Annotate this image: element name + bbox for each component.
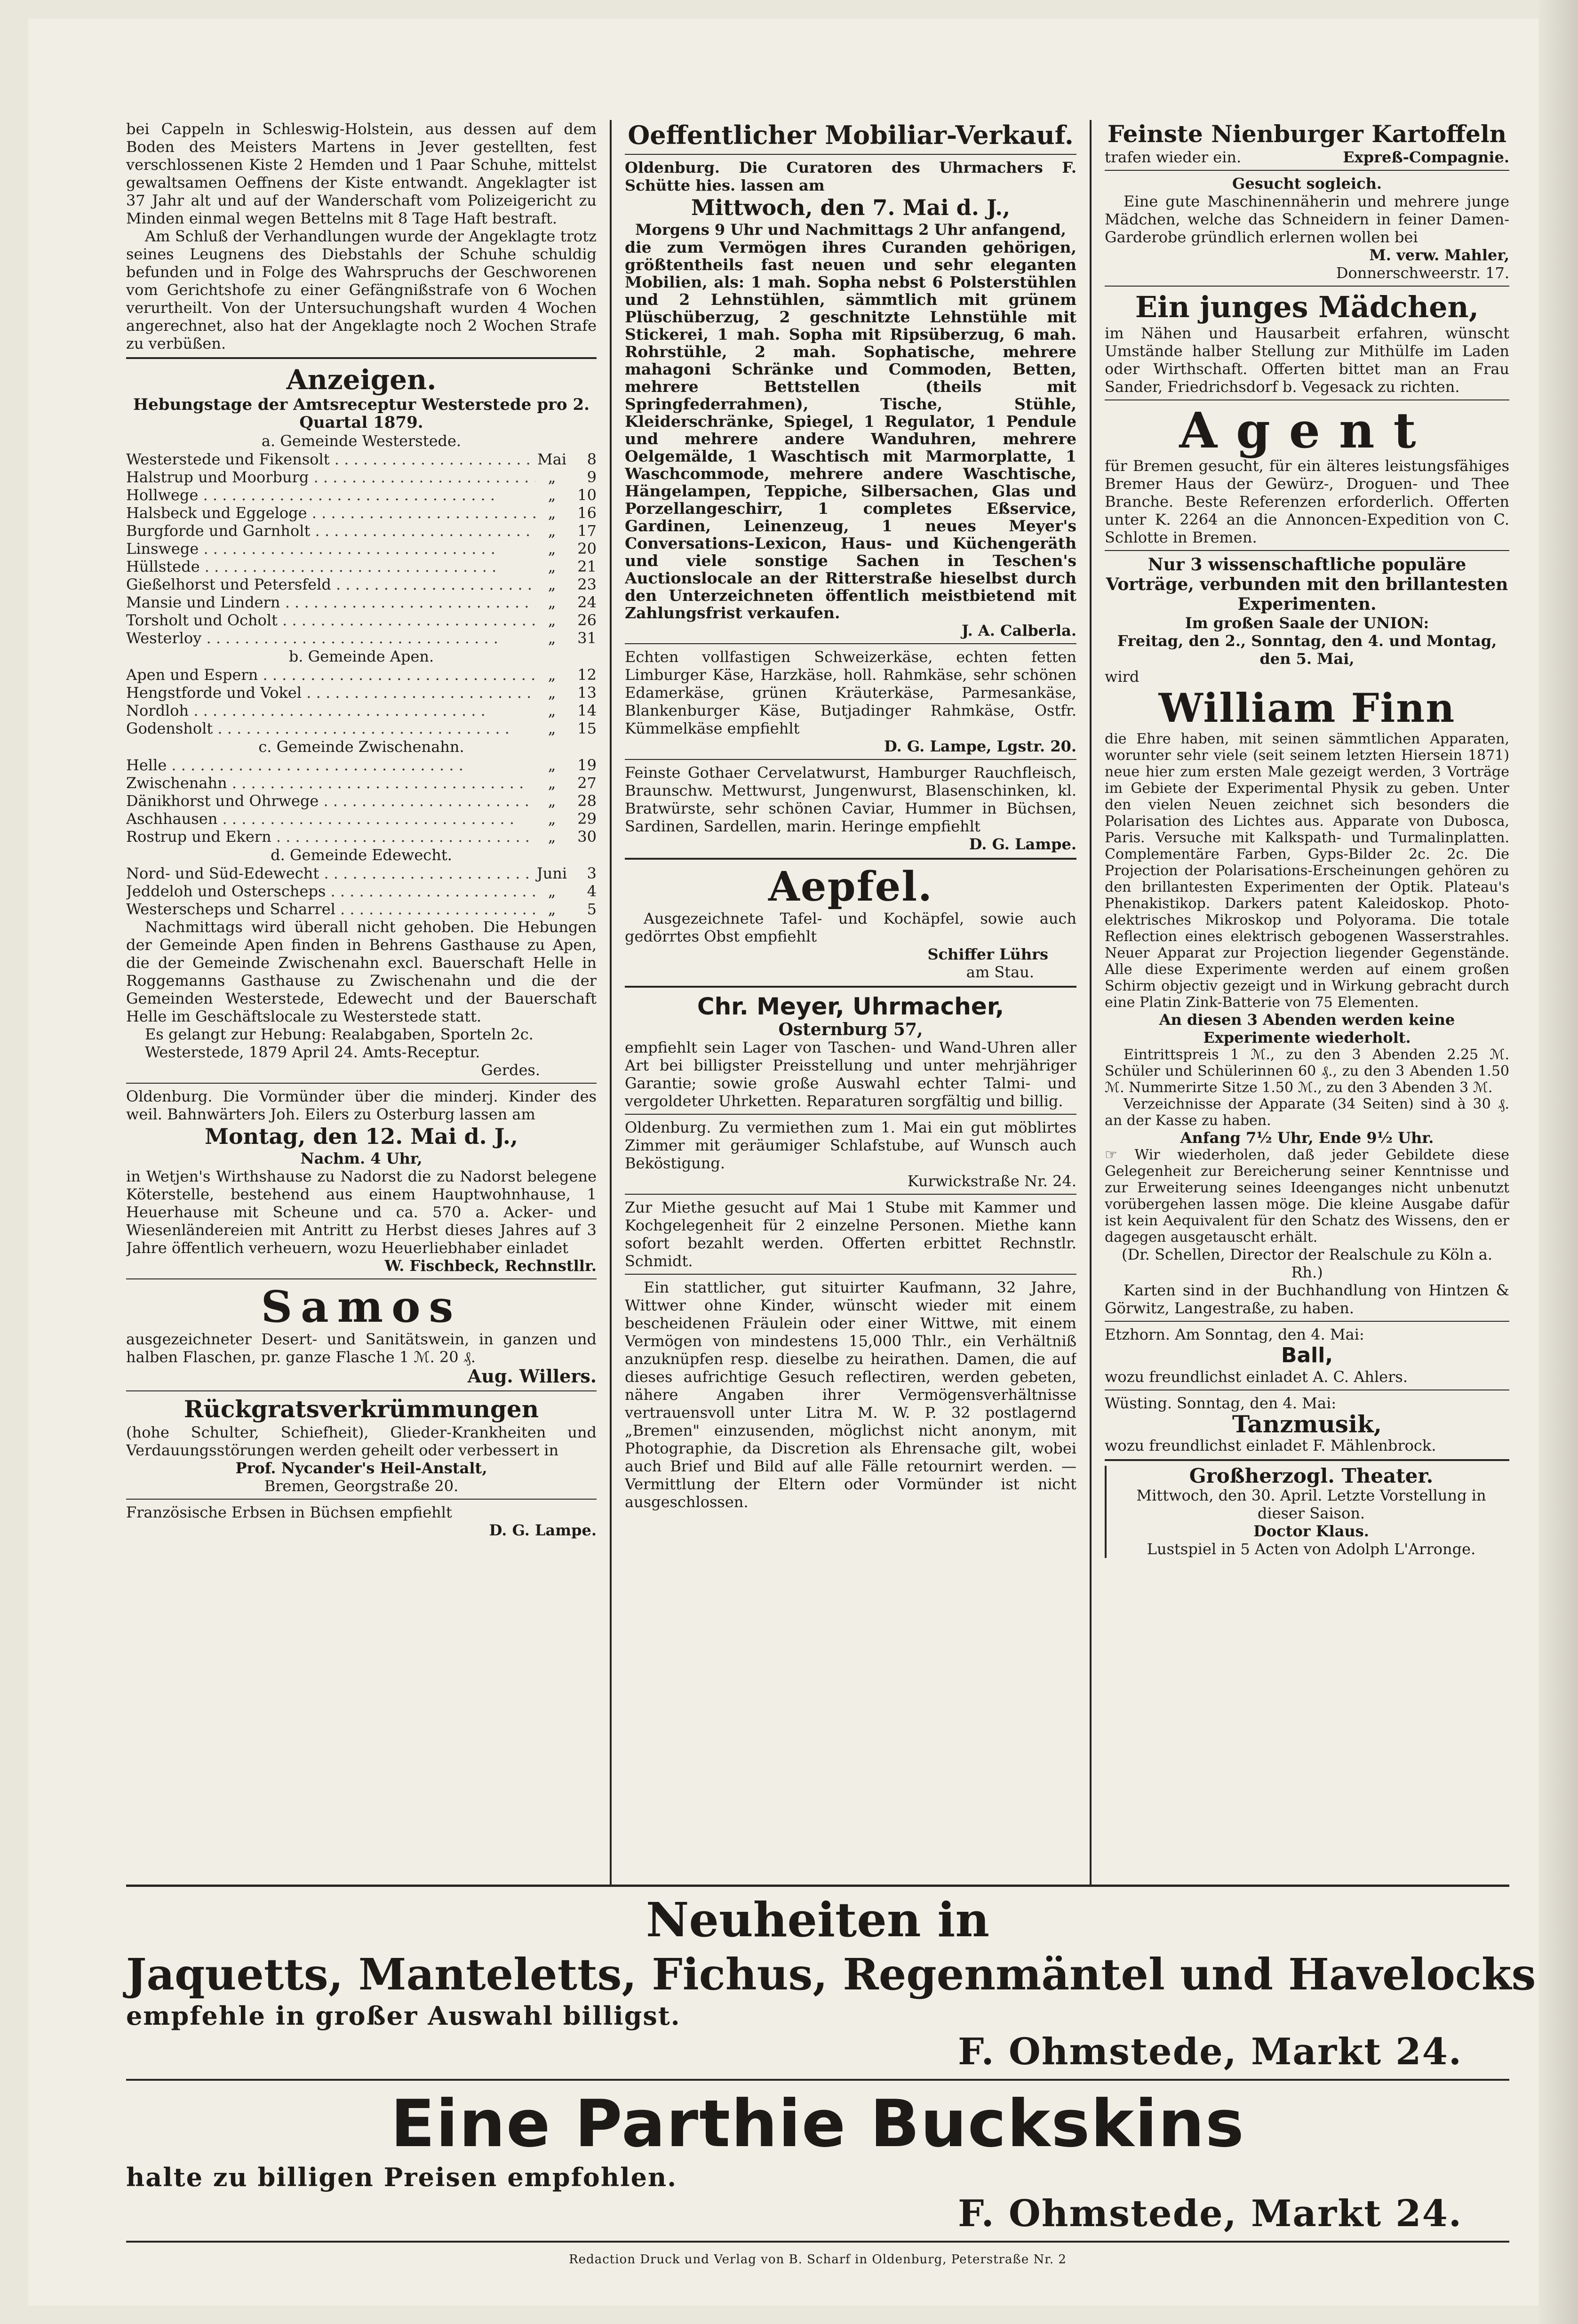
row-day: 16 <box>577 504 597 522</box>
hebung-note: Nachmittags wird überall nicht gehoben. Die Hebungen der Gemeinde Apen finden in Behrens Gasthause zu Apen, die der Gemeinde Zwischenahn excl. Bauerschaft Helle in Roggemanns Gasthause zu Zwischenahn und die der Gemeinden Westerstede, Edewecht und der Bauerschaft Helle im Geschäftslocale zu Westerstede statt. <box>126 918 597 1025</box>
row-month: „ <box>548 756 556 774</box>
row-month: „ <box>548 684 556 702</box>
table-row <box>126 864 597 882</box>
table-row <box>126 684 597 702</box>
row-month: „ <box>548 558 556 575</box>
kaese-text: Echten vollfastigen Schweizerkäse, echten fetten Limburger Käse, Harzkäse, holl. Rahmkäse, sehr schönen Edamerkäse, grünen Kräuterkäse, Parmesankäse, Blankenburger Käse, Butjadinger Rahmkäse, Ostfr. Kümmelkäse empfiehlt <box>625 648 1076 737</box>
row-month: „ <box>548 828 556 846</box>
row-month: „ <box>548 468 556 486</box>
row-month: Juni <box>536 864 567 882</box>
group-c-title: c. Gemeinde Zwischenahn. <box>258 738 464 756</box>
table-row <box>126 504 597 522</box>
divider <box>625 154 1076 155</box>
row-day: 17 <box>577 522 597 540</box>
row-month: Mai <box>537 450 567 468</box>
table-row <box>126 828 597 846</box>
vortr-wird: wird <box>1105 668 1140 686</box>
divider <box>1105 399 1509 400</box>
row-place: Halstrup und Moorburg . . . <box>126 468 535 486</box>
row-day: 8 <box>587 450 597 468</box>
group-a-list <box>126 450 597 647</box>
divider <box>625 759 1076 760</box>
row-place: Westerloy . . . <box>126 629 535 647</box>
row-day: 29 <box>577 810 597 828</box>
eilers-date: Montag, den 12. Mai d. J., <box>205 1124 518 1149</box>
divider <box>1105 1321 1509 1322</box>
eilers-text2: in Wetjen's Wirthshause zu Nadorst die zu Nadorst belegene Köterstelle, bestehend aus einem Hauptwohnhause, 1 Heuerhause mit Scheune und ca. 570 a. Acker- und Wiesenländereien mit Antritt zu Herbst dieses Jahres auf 3 Jahre öffentlich verheuern, wozu Heuerliebhaber einladet <box>126 1167 597 1257</box>
table-row <box>126 666 597 684</box>
mob-date: Mittwoch, den 7. Mai d. J., <box>691 195 1011 220</box>
maed-text: im Nähen und Hausarbeit erfahren, wünscht Umstände halber Stellung zur Mithülfe im Laden oder Wirthschaft. Offerten bittet man an Frau Sander, Friedrichsdorf b. Vegesack zu richten. <box>1105 324 1509 396</box>
page-content <box>126 120 1536 2308</box>
meyer-sub: Osternburg 57, <box>778 1020 923 1039</box>
finn-title: William Finn <box>1158 685 1456 731</box>
table-row <box>126 593 597 611</box>
theater-box <box>1105 1466 1509 1558</box>
group-a-title: a. Gemeinde Westerstede. <box>261 432 462 450</box>
ball-title: Ball, <box>1281 1343 1333 1367</box>
row-day: 27 <box>577 774 597 792</box>
neu-text: empfehle in großer Auswahl billigst. <box>126 2001 681 2031</box>
buck-text: halte zu billigen Preisen empfohlen. <box>126 2162 677 2192</box>
row-month: „ <box>548 629 556 647</box>
divider <box>126 1278 597 1279</box>
hebung-date: Westerstede, 1879 April 24. Amts-Receptur. <box>145 1043 480 1061</box>
table-row <box>126 558 597 575</box>
row-place: Torsholt und Ocholt . . . <box>126 611 535 629</box>
table-row <box>126 810 597 828</box>
divider <box>126 1499 597 1500</box>
row-day: 12 <box>577 666 597 684</box>
row-place: Helle . . . <box>126 756 535 774</box>
row-place: Nord- und Süd-Edewecht . . . <box>126 864 535 882</box>
eilers-text: Oldenburg. Die Vormünder über die minderj. Kinder des weil. Bahnwärters Joh. Eilers zu Osterburg lassen am <box>126 1087 597 1123</box>
columns <box>126 120 1509 1885</box>
row-day: 9 <box>587 468 597 486</box>
table-row <box>126 900 597 918</box>
kart-line <box>1105 148 1509 166</box>
section-anzeigen: Anzeigen. <box>286 364 437 396</box>
kauf-text: Ein stattlicher, gut situirter Kaufmann, 32 Jahre, Wittwer ohne Kinder, wünscht wieder mit einem bescheidenen Fräulein oder einer Wittwe, mit einem Vermögen von mindestens 15,000 Thlr., ein Verhältniß anzuknüpfen resp. dieselbe zu heirathen. Damen, die auf dieses aufrichtige Gesuch reflectiren, werden gebeten, nähere Angaben ihrer Vermögensverhältnisse vertrauensvoll unter Litra M. W. P. 32 postlagernd „Bremen" einzusenden, möglichst nicht anonym, mit Photographie, da Discretion als Ehrensache gilt, wobei auch Brief und Bild auf alle Fälle retournirt werden. — Vermittlung der Eltern oder Vormünder ist nicht ausgeschlossen. <box>625 1278 1076 1511</box>
row-day: 24 <box>577 593 597 611</box>
ball-sign: wozu freundlichst einladet A. C. Ahlers. <box>1105 1368 1408 1386</box>
row-month: „ <box>548 792 556 810</box>
wurst-text: Feinste Gothaer Cervelatwurst, Hamburger Rauchfleisch, Braunschw. Mettwurst, Jungenwurst, Blasenschinken, kl. Bratwürste, sehr schönen Caviar, Hummer in Büchsen, Sardinen, Sardellen, marin. Heringe empfiehlt <box>625 764 1076 835</box>
finn-karten: Karten sind in der Buchhandlung von Hintzen & Görwitz, Langestraße, zu haben. <box>1105 1281 1509 1317</box>
mob-time: Morgens 9 Uhr und Nachmittags 2 Uhr anfangend, <box>635 221 1066 239</box>
vortr-title: Nur 3 wissenschaftliche populäre Vorträge, verbunden mit den brillantesten Experimenten. <box>1106 555 1508 614</box>
table-row <box>126 540 597 558</box>
row-place: Hengstforde und Vokel . . . <box>126 684 535 702</box>
row-place: Linswege . . . <box>126 540 535 558</box>
row-day: 28 <box>577 792 597 810</box>
row-day: 21 <box>577 558 597 575</box>
row-place: Nordloh . . . <box>126 702 535 719</box>
theater-play: Doctor Klaus. <box>1253 1522 1369 1540</box>
row-day: 19 <box>577 756 597 774</box>
divider <box>625 1194 1076 1195</box>
row-place: Rostrup und Ekern . . . <box>126 828 535 846</box>
column-right <box>1105 120 1509 1885</box>
row-day: 15 <box>577 719 597 737</box>
table-row <box>126 522 597 540</box>
divider <box>1105 1459 1509 1461</box>
finn-text: die Ehre haben, mit seinen sämmtlichen Apparaten, worunter sehr viele (seit seinem letzten Hiersein 1871) neue hier zum ersten Male gezeigt werden, 3 Vorträge im Gebiete der Experimental Physik zu geben. Unter den vielen Neuen zeichnet sich besonders die Polarisation des Lichtes aus. Apparate von Dubosca, Paris. Versuche mit Kalkspath- und Turmalinplatten. Complementäre Farben, Gyps-Bilder 2c. 2c. Die Projection der Polarisations-Erscheinungen gehören zu den brillantesten Experimenten der Optik. Plateau's Phenakistikop. Darkers patent Kaleidoskop. Photo-elektrisches Mikroskop und Polyorama. Die totale Reflection eines elektrisch gebogenen Wasserstrahles. Neuer Apparat zur Projection liegender Gegenstände. Alle diese Experimente werden auf einem großen Schirm objectiv gezeigt und in Wirkung gebracht durch eine Platin Zink-Batterie von 75 Elementen. <box>1105 731 1509 1011</box>
table-row <box>126 575 597 593</box>
divider <box>625 858 1076 860</box>
divider <box>625 986 1076 988</box>
row-day: 4 <box>587 882 597 900</box>
table-row <box>126 882 597 900</box>
ball-place: Etzhorn. Am Sonntag, den 4. Mai: <box>1105 1326 1364 1343</box>
divider <box>625 643 1076 644</box>
finn-verz: Verzeichnisse der Apparate (34 Seiten) sind à 30 ₰. an der Kasse zu haben. <box>1105 1096 1509 1129</box>
table-row <box>126 450 597 468</box>
table-row <box>126 702 597 719</box>
finn-price: Eintrittspreis 1 ℳ., zu den 3 Abenden 2.25 ℳ. Schüler und Schülerinnen 60 ₰., zu den 3 Abenden 1.50 ℳ. Nummerirte Sitze 1.50 ℳ., zu den 3 Abenden 3 ℳ. <box>1105 1046 1509 1096</box>
row-place: Burgforde und Garnholt . . . <box>126 522 535 540</box>
row-month: „ <box>548 900 556 918</box>
row-day: 13 <box>577 684 597 702</box>
row-month: „ <box>548 774 556 792</box>
column-rule <box>610 120 612 1885</box>
agent-text: für Bremen gesucht, für ein älteres leistungsfähiges Bremer Haus der Gewürz-, Droguen- und Thee Branche. Beste Referenzen erforderlich. Offerten unter K. 2264 an die Annoncen-Expedition von C. Schlotte in Bremen. <box>1105 457 1509 546</box>
gesucht-title: Gesucht sogleich. <box>1232 175 1382 192</box>
row-month: „ <box>548 810 556 828</box>
row-month: „ <box>548 611 556 629</box>
aepfel-sign2: am Stau. <box>966 963 1034 981</box>
samos-title: Samos <box>261 1281 462 1332</box>
table-row <box>126 792 597 810</box>
row-place: Zwischenahn . . . <box>126 774 535 792</box>
page-edge <box>1538 0 1578 2324</box>
divider <box>625 1274 1076 1275</box>
table-row <box>126 756 597 774</box>
divider <box>126 1083 597 1084</box>
samos-sign: Aug. Willers. <box>467 1366 597 1387</box>
row-month: „ <box>548 666 556 684</box>
table-row <box>126 486 597 504</box>
miete-addr: Kurwickstraße Nr. 24. <box>907 1172 1076 1190</box>
row-place: Dänikhorst und Ohrwege . . . <box>126 792 535 810</box>
divider <box>126 2079 1509 2081</box>
kart-text: trafen wieder ein. <box>1105 148 1242 166</box>
kart-sign: Expreß-Compagnie. <box>1343 148 1509 166</box>
row-day: 23 <box>577 575 597 593</box>
tanz-place: Wüsting. Sonntag, den 4. Mai: <box>1105 1394 1337 1412</box>
row-place: Westerscheps und Scharrel . . . <box>126 900 535 918</box>
row-place: Hüllstede . . . <box>126 558 535 575</box>
imprint: Redaction Druck und Verlag von B. Scharf in Oldenburg, Peterstraße Nr. 2 <box>569 2252 1067 2267</box>
eilers-sign: W. Fischbeck, Rechnstllr. <box>384 1257 597 1275</box>
gesucht-sign: M. verw. Mahler, <box>1369 246 1509 264</box>
row-place: Westerstede und Fikensolt . . . <box>126 450 535 468</box>
table-row <box>126 719 597 737</box>
mob-intro: Oldenburg. Die Curatoren des Uhrmachers F. Schütte hies. lassen am <box>625 159 1076 194</box>
group-d-title: d. Gemeinde Edewecht. <box>271 846 452 864</box>
row-day: 30 <box>577 828 597 846</box>
group-d-list <box>126 864 597 918</box>
row-month: „ <box>548 540 556 558</box>
row-place: Gießelhorst und Petersfeld . . . <box>126 575 535 593</box>
table-row <box>126 468 597 486</box>
row-day: 31 <box>577 629 597 647</box>
divider <box>126 357 597 359</box>
erbsen-text: Französische Erbsen in Büchsen empfiehlt <box>126 1503 452 1521</box>
buck-title: Eine Parthie Buckskins <box>391 2086 1245 2162</box>
article-para: Am Schluß der Verhandlungen wurde der Angeklagte trotz seines Leugnens des Diebstahls der Schuhe schuldig befunden und in Folge des Wahrspruchs der Geschworenen vom Gerichtshofe zu einer Gefängnißstrafe von 6 Wochen verurtheilt. Von der Untersuchungshaft wurden 4 Wochen angerechnet, also hat der Angeklagte noch 2 Wochen Strafe zu verbüßen. <box>126 227 597 352</box>
theater-date: Mittwoch, den 30. April. Letzte Vorstellung in dieser Saison. <box>1136 1486 1486 1522</box>
rueck-addr: Bremen, Georgstraße 20. <box>264 1477 459 1495</box>
theater-sub: Lustspiel in 5 Acten von Adolph L'Arronge. <box>1147 1540 1476 1558</box>
erbsen-sign: D. G. Lampe. <box>489 1521 597 1539</box>
group-b-list <box>126 666 597 737</box>
tanz-title: Tanzmusik, <box>1232 1410 1382 1438</box>
hebung-sign: Gerdes. <box>481 1061 540 1079</box>
row-place: Aschhausen . . . <box>126 810 535 828</box>
neu-title: Neuheiten in <box>646 1892 990 1948</box>
wurst-sign: D. G. Lampe. <box>969 835 1076 853</box>
eilers-time: Nachm. 4 Uhr, <box>300 1150 422 1167</box>
row-place: Halsbeck und Eggeloge . . . <box>126 504 535 522</box>
row-day: 26 <box>577 611 597 629</box>
divider <box>126 1390 597 1391</box>
row-day: 10 <box>577 486 597 504</box>
finn-note: An diesen 3 Abenden werden keine Experimente wiederholt. <box>1159 1011 1455 1046</box>
divider <box>625 1114 1076 1115</box>
aepfel-sign1: Schiffer Lührs <box>927 945 1048 963</box>
rueck-title: Rückgratsverkrümmungen <box>183 1395 539 1423</box>
neu-line: Jaquetts, Manteletts, Fichus, Regenmäntel und Havelocks <box>126 1949 1536 2000</box>
kaese-sign: D. G. Lampe, Lgstr. 20. <box>884 737 1076 755</box>
row-place: Mansie und Lindern . . . <box>126 593 535 611</box>
agent-title: Agent <box>1179 401 1435 459</box>
row-place: Hollwege . . . <box>126 486 535 504</box>
article-intro: bei Cappeln in Schleswig-Holstein, aus dessen auf dem Boden des Meisters Martens in Jever gestellten, fest verschlossenen Kiste 2 Hemden und 1 Paar Schuhe, mittelst gewaltsamen Oeffnens der Kiste entwandt. Angeklagter ist 37 Jahr alt und auf der Wanderschaft vom Polizeigericht zu Minden einmal wegen Bettelns mit 8 Tage Haft bestraft. <box>126 120 597 227</box>
vortr-place: Im großen Saale der UNION: <box>1185 614 1429 632</box>
buck-sign: F. Ohmstede, Markt 24. <box>958 2192 1462 2235</box>
row-month: „ <box>548 486 556 504</box>
hebung-note2: Es gelangt zur Hebung: Realabgaben, Sporteln 2c. <box>145 1025 534 1043</box>
table-row <box>126 629 597 647</box>
miete-text: Oldenburg. Zu vermiethen zum 1. Mai ein gut möblirtes Zimmer mit geräumiger Schlafstube, auf Wunsch auch Beköstigung. <box>625 1118 1076 1172</box>
row-place: Godensholt . . . <box>126 719 535 737</box>
table-row <box>126 774 597 792</box>
mob-title: Oeffentlicher Mobiliar-Verkauf. <box>628 120 1074 150</box>
samos-text: ausgezeichneter Desert- und Sanitätswein, in ganzen und halben Flaschen, pr. ganze Flasche 1 ℳ. 20 ₰. <box>126 1330 597 1366</box>
divider <box>126 2241 1509 2243</box>
row-month: „ <box>548 504 556 522</box>
row-month: „ <box>548 702 556 719</box>
row-place: Apen und Espern . . . <box>126 666 535 684</box>
meyer-title: Chr. Meyer, Uhrmacher, <box>697 993 1004 1020</box>
row-month: „ <box>548 719 556 737</box>
rueck-text: (hohe Schulter, Schiefheit), Glieder-Krankheiten und Verdauungsstörungen werden geheilt oder verbessert in <box>126 1423 597 1459</box>
divider <box>1105 170 1509 171</box>
mob-text: die zum Vermögen ihres Curanden gehörigen, größtentheils fast neuen und sehr eleganten Mobilien, als: 1 mah. Sopha nebst 6 Polsterstühlen und 2 Lehnstühlen, sämmtlich mit grünem Plüschüberzug, 2 geschnitzte Lehnstühle mit Stickerei, 1 mah. Sopha mit Ripsüberzug, 6 mah. Rohrstühle, 2 mah. Sophatische, mehrere mahagoni Schränke und Commoden, Betten, mehrere Bettstellen (theils mit Springfederrahmen), Tische, Stühle, Kleiderschränke, Spiegel, 1 Regulator, 1 Pendule und mehrere andere Wanduhren, mehrere Oelgemälde, 1 Waschtisch mit Marmorplatte, 1 Waschcommode, mehrere andere Waschtische, Hängelampen, Teppiche, Silbersachen, Glas und Porzellangeschirr, 1 completes Eßservice, Gardinen, Leinenzeug, 1 neues Meyer's Conversations-Lexicon, Haus- und Küchengeräth und viele sonstige Sachen in Teschen's Auctionslocale an der Ritterstraße hieselbst durch den Unterzeichneten öffentlich meistbietend mit Zahlungsfrist verkaufen. <box>625 238 1076 622</box>
row-day: 3 <box>587 864 597 882</box>
kart-title: Feinste Nienburger Kartoffeln <box>1107 120 1507 148</box>
group-b-title: b. Gemeinde Apen. <box>288 647 434 665</box>
hebung-title: Hebungstage der Amtsreceptur Westerstede pro 2. Quartal 1879. <box>133 395 590 432</box>
column-middle <box>625 120 1076 1885</box>
row-place: Jeddeloh und Osterscheps . . . <box>126 882 535 900</box>
column-rule <box>1090 120 1092 1885</box>
finn-time: Anfang 7½ Uhr, Ende 9½ Uhr. <box>1180 1129 1434 1147</box>
bottom-ads <box>126 1887 1536 2310</box>
gesucht-addr: Donnerschweerstr. 17. <box>1336 264 1509 282</box>
maed-title: Ein junges Mädchen, <box>1135 290 1479 324</box>
row-month: „ <box>548 882 556 900</box>
theater-title: Großherzogl. Theater. <box>1189 1464 1434 1487</box>
row-month: „ <box>548 593 556 611</box>
group-c-list <box>126 756 597 846</box>
column-left <box>126 120 597 1885</box>
row-day: 5 <box>587 900 597 918</box>
aepfel-title: Aepfel. <box>768 863 933 910</box>
table-row <box>126 611 597 629</box>
mob-sign: J. A. Calberla. <box>961 622 1076 639</box>
rueck-sign: Prof. Nycander's Heil-Anstalt, <box>235 1459 487 1477</box>
gesucht-text: Eine gute Maschinennäherin und mehrere junge Mädchen, welche das Schneidern in feiner Damen-Garderobe gründlich erlernen wollen bei <box>1105 192 1509 246</box>
divider <box>1105 286 1509 287</box>
tanz-sign: wozu freundlichst einladet F. Mählenbrock. <box>1105 1437 1436 1454</box>
vortr-dates: Freitag, den 2., Sonntag, den 4. und Montag, den 5. Mai, <box>1117 632 1497 668</box>
finn-text2: ☞ Wir wiederholen, daß jeder Gebildete diese Gelegenheit zur Bereicherung seiner Kenntnisse und zur Erweiterung seines Ideenganges nicht unbenutzt vorübergehen lassen möge. Die kleine Ausgabe dafür ist kein Aequivalent für den Schatz des Wissens, den er dagegen ausgetauscht erhält. <box>1105 1147 1509 1246</box>
finn-sign: (Dr. Schellen, Director der Realschule zu Köln a. Rh.) <box>1121 1246 1492 1281</box>
row-day: 20 <box>577 540 597 558</box>
row-month: „ <box>548 575 556 593</box>
divider <box>1105 550 1509 551</box>
meyer-text: empfiehlt sein Lager von Taschen- und Wand-Uhren aller Art bei billigster Preisstellung und unter mehrjähriger Garantie; sowie große Auswahl echter Talmi- und vergoldeter Uhrketten. Reparaturen sorgfältig und billig. <box>625 1038 1076 1110</box>
miethe2-text: Zur Miethe gesucht auf Mai 1 Stube mit Kammer und Kochgelegenheit für 2 einzelne Personen. Miethe kann sofort bezahlt werden. Offerten erbittet Rechnstlr. Schmidt. <box>625 1198 1076 1270</box>
neu-sign: F. Ohmstede, Markt 24. <box>958 2030 1462 2073</box>
aepfel-text: Ausgezeichnete Tafel- und Kochäpfel, sowie auch gedörrtes Obst empfiehlt <box>625 910 1076 945</box>
row-day: 14 <box>577 702 597 719</box>
row-month: „ <box>548 522 556 540</box>
